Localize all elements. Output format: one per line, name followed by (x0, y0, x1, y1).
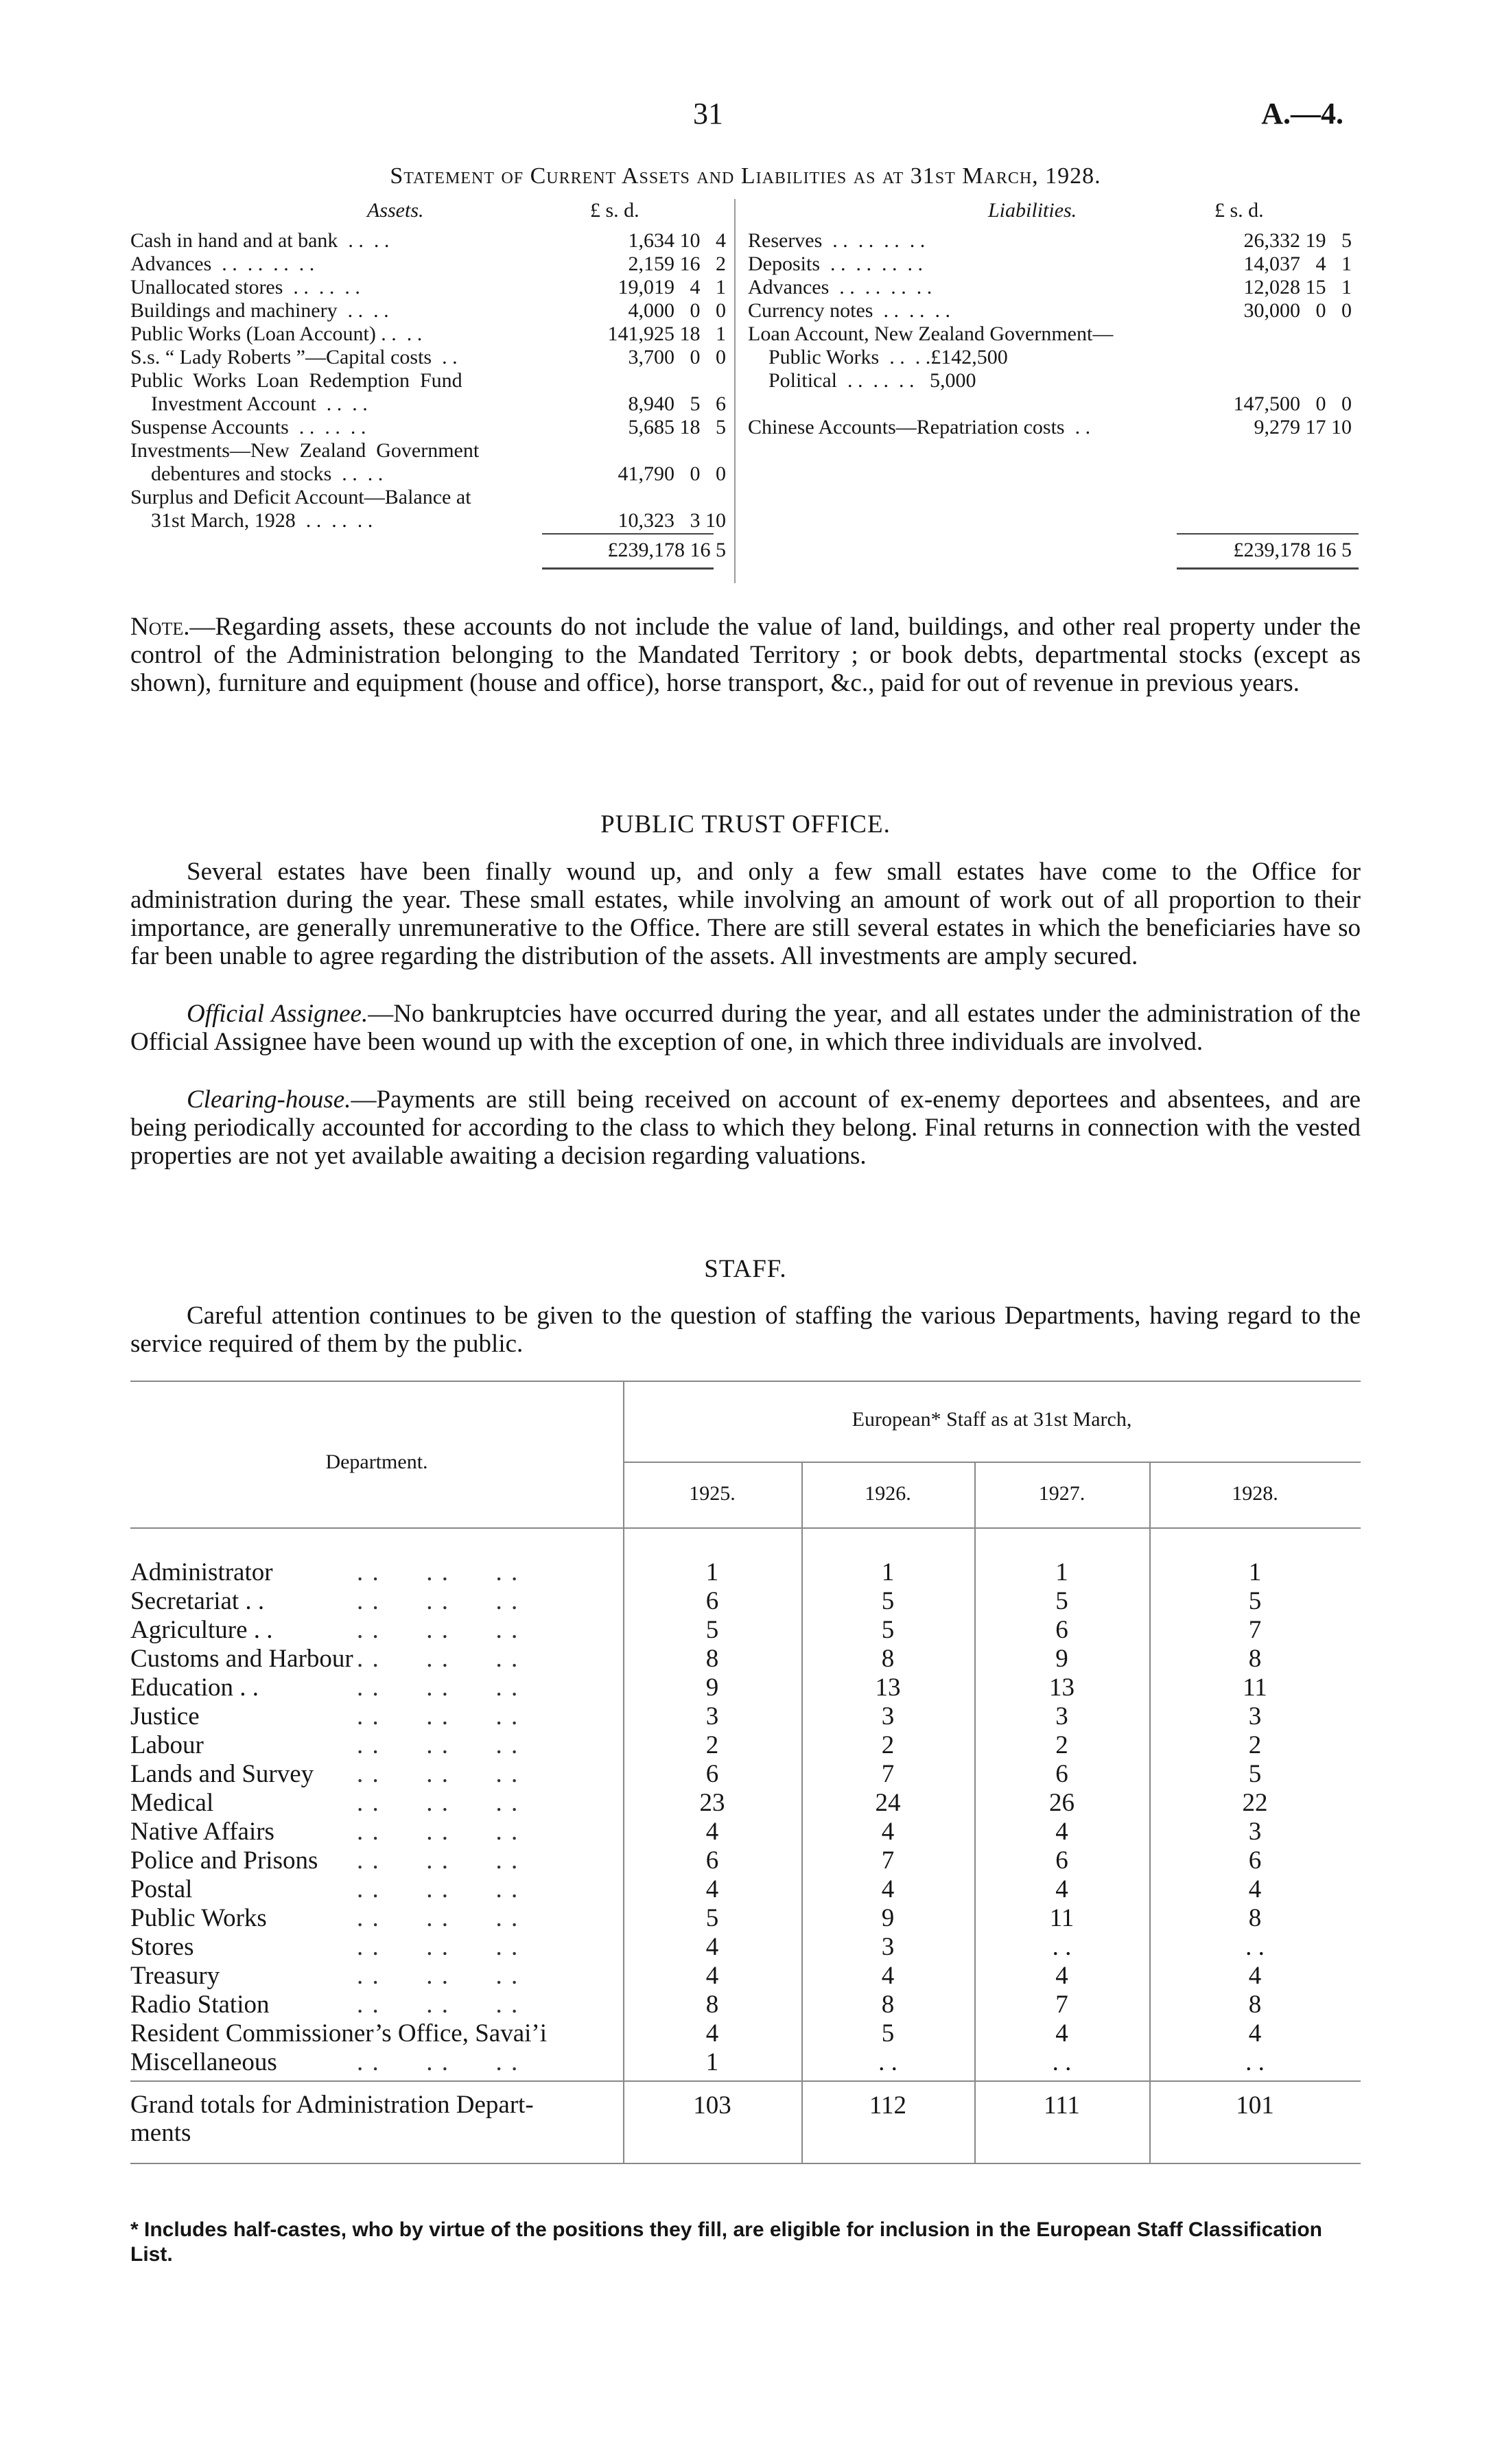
department-name: Police and Prisons (130, 1846, 318, 1875)
leader-dots: . . . . . . (357, 1904, 519, 1932)
department-name: Lands and Survey (130, 1760, 314, 1788)
staff-count: 11 (1243, 1674, 1267, 1702)
asset-amount: 19,019 4 1 (618, 276, 726, 298)
staff-count: 8 (1248, 1904, 1262, 1932)
staff-count: . . (1245, 1933, 1265, 1961)
liability-label: Deposits . . . . . . . . (748, 253, 923, 275)
staff-count: 6 (705, 1760, 719, 1788)
staff-count: 2 (881, 1731, 895, 1759)
grand-totals-label-line-2: ments (130, 2119, 191, 2147)
leader-dots: . . . . . . (357, 1731, 519, 1759)
note-text: —Regarding assets, these accounts do not include the value of land, buildings, and other real property under the control of the Administration belonging to the Mandated Territory ; or book debts, departmental stocks (except as shown), furniture and equipment (house and office), horse transport, &c., paid for out of revenue in previous years. (130, 613, 1361, 697)
grand-totals-label-line-1: Grand totals for Administration Depart- (130, 2091, 534, 2119)
clearing-house-text: —Payments are still being received on account of ex-enemy deportees and absentees, and are being periodically accounted for according to the class to which they belong. Final returns in connection with the vested properties are not yet available awaiting a decision regarding valuations. (130, 1086, 1361, 1170)
assets-liabilities-statement (130, 199, 1359, 597)
staff-count: 6 (705, 1846, 719, 1875)
staff-count: 5 (881, 1616, 895, 1644)
statement-title: Statement of Current Assets and Liabilities as at 31st March, 1928. (390, 163, 1101, 189)
staff-count: 4 (881, 1962, 895, 1990)
staff-count: 2 (1055, 1731, 1068, 1759)
staff-count: 26 (1049, 1789, 1075, 1817)
totals-rule (130, 2080, 1361, 2082)
asset-amount: 10,323 3 10 (618, 509, 726, 532)
department-name: Stores (130, 1933, 194, 1961)
department-header: Department. (325, 1451, 428, 1473)
asset-label: S.s. “ Lady Roberts ”—Capital costs . . (130, 346, 458, 368)
staff-row (130, 1903, 1361, 1932)
asset-label: Investment Account . . . . (130, 392, 368, 415)
official-assignee-text: —No bankruptcies have occurred during the year, and all estates under the administration of the Official Assignee have been wound up with the exception of one, in which three individuals are involved. (130, 1000, 1361, 1056)
year-header-1927: 1927. (1038, 1482, 1085, 1505)
asset-amount: 8,940 5 6 (628, 392, 726, 415)
leader-dots: . . . . . . (357, 2048, 519, 2076)
staff-count: 1 (705, 1558, 719, 1586)
department-name: Justice (130, 1702, 200, 1730)
staff-count: 13 (875, 1674, 901, 1702)
liabilities-heading: Liabilities. (988, 199, 1077, 222)
department-name: Medical (130, 1789, 214, 1817)
total-1927: 111 (1044, 2091, 1080, 2120)
staff-count: 9 (1055, 1645, 1068, 1673)
official-assignee-label: Official Assignee. (187, 1000, 368, 1028)
department-name: Administrator (130, 1558, 273, 1586)
staff-count: 6 (1055, 1846, 1068, 1875)
leader-dots: . . . . . . (357, 1645, 519, 1673)
liability-row (748, 369, 1352, 392)
staff-count: 24 (875, 1789, 901, 1817)
staff-intro-paragraph: Careful attention continues to be given to the question of staffing the various Departments, having regard to the service required of them by the public. (130, 1302, 1361, 1358)
staff-row (130, 1846, 1361, 1875)
asset-amount: 4,000 0 0 (628, 299, 726, 322)
liability-amount: 30,000 0 0 (1243, 299, 1352, 322)
staff-count: 3 (705, 1702, 719, 1730)
department-name: Labour (130, 1731, 204, 1759)
staff-count: 9 (881, 1904, 895, 1932)
staff-row (130, 1990, 1361, 2019)
staff-count: 6 (705, 1587, 719, 1615)
staff-count: 2 (705, 1731, 719, 1759)
leader-dots: . . . . . . (357, 1962, 519, 1990)
liability-row (748, 416, 1352, 439)
public-trust-paragraph-1: Several estates have been finally wound up, and only a few small estates have come to the Office for administration during the year. These small estates, while involving an amount of work out of all proportion to their importance, are generally unremunerative to the Office. There are still several estates in which the beneficiaries have so far been unable to agree regarding the distribution of the assets. All investments are amply secured. (130, 858, 1361, 970)
assets-total-row (130, 539, 726, 562)
leader-dots: . . . . . . (357, 1991, 519, 2019)
asset-row (130, 253, 726, 276)
department-name: Treasury (130, 1962, 220, 1990)
department-name: Education . . (130, 1674, 259, 1702)
asset-label: Investments—New Zealand Government (130, 439, 480, 462)
asset-label: Public Works Loan Redemption Fund (130, 369, 462, 392)
staff-row (130, 2048, 1361, 2076)
department-name: Customs and Harbour (130, 1645, 353, 1673)
asset-label: Public Works (Loan Account) . . . . (130, 322, 423, 345)
department-name: Secretariat . . (130, 1587, 265, 1615)
staff-count: 5 (705, 1616, 719, 1644)
staff-count: 5 (1248, 1760, 1262, 1788)
table-bottom-rule (130, 2163, 1361, 2164)
leader-dots: . . . . . . (357, 1789, 519, 1817)
asset-label: debentures and stocks . . . . (130, 462, 384, 485)
staff-row (130, 1702, 1361, 1730)
asset-label: Surplus and Deficit Account—Balance at (130, 486, 471, 508)
liability-label: Advances . . . . . . . . (748, 276, 932, 298)
liability-row (748, 346, 1352, 369)
asset-row (130, 392, 726, 416)
liability-amount: 147,500 0 0 (1233, 392, 1352, 415)
clearing-house-paragraph (130, 1086, 1361, 1170)
asset-row (130, 299, 726, 322)
staff-count: 3 (1248, 1818, 1262, 1846)
total-1928: 101 (1236, 2091, 1274, 2120)
liabilities-total: £239,178 16 5 (1233, 539, 1352, 561)
staff-row (130, 1673, 1361, 1702)
staff-row (130, 1644, 1361, 1673)
group-header-rule (623, 1462, 1361, 1463)
liability-amount: 9,279 17 10 (1254, 416, 1352, 438)
staff-count: 4 (705, 1962, 719, 1990)
liabilities-money-heading: £ s. d. (1214, 199, 1264, 222)
staff-row (130, 1759, 1361, 1788)
asset-amount: 141,925 18 1 (607, 322, 726, 345)
staff-count: 3 (1248, 1702, 1262, 1730)
assets-total: £239,178 16 5 (607, 539, 726, 561)
staff-count: 4 (1248, 1962, 1262, 1990)
liability-label: Chinese Accounts—Repatriation costs . . (748, 416, 1091, 438)
year-header-1925: 1925. (689, 1482, 736, 1505)
assets-total-double-rule (542, 567, 714, 570)
staff-row (130, 1875, 1361, 1903)
staff-count: 1 (705, 2048, 719, 2076)
document-reference: A.—4. (1261, 97, 1343, 130)
staff-count: 6 (1248, 1846, 1262, 1875)
staff-count: 23 (699, 1789, 725, 1817)
staff-count: . . (878, 2048, 897, 2076)
staff-count: 3 (881, 1933, 895, 1961)
asset-row (130, 439, 726, 462)
statement-divider (734, 199, 736, 583)
staff-count: 1 (881, 1558, 895, 1586)
asset-row (130, 322, 726, 346)
public-trust-heading: PUBLIC TRUST OFFICE. (600, 810, 891, 838)
liabilities-total-double-rule (1177, 567, 1359, 570)
staff-count: 3 (1055, 1702, 1068, 1730)
leader-dots: . . . . . . (357, 1674, 519, 1702)
staff-row (130, 1586, 1361, 1615)
asset-label: Unallocated stores . . . . . . (130, 276, 360, 298)
liability-amount: 14,037 4 1 (1243, 253, 1352, 275)
liabilities-total-row (748, 539, 1352, 562)
asset-row (130, 229, 726, 253)
leader-dots: . . . . . . (357, 1760, 519, 1788)
asset-label: Cash in hand and at bank . . . . (130, 229, 390, 252)
staff-count: 4 (1055, 1875, 1068, 1903)
asset-label: Suspense Accounts . . . . . . (130, 416, 366, 438)
staff-count: 7 (1055, 1991, 1068, 2019)
assets-heading: Assets. (367, 199, 424, 222)
asset-row (130, 509, 726, 532)
page-number: 31 (693, 97, 723, 130)
staff-row (130, 1730, 1361, 1759)
leader-dots: . . . . . . (357, 1702, 519, 1730)
staff-table (130, 1381, 1361, 2163)
asset-amount: 41,790 0 0 (618, 462, 726, 485)
staff-count: 7 (881, 1760, 895, 1788)
table-top-rule (130, 1381, 1361, 1382)
year-header-1926: 1926. (865, 1482, 911, 1505)
total-1926: 112 (869, 2091, 907, 2120)
asset-row (130, 346, 726, 369)
leader-dots: . . . . . . (357, 1875, 519, 1903)
clearing-house-label: Clearing-house. (187, 1086, 351, 1114)
staff-count: 13 (1049, 1674, 1075, 1702)
liability-row (748, 229, 1352, 253)
staff-count: 4 (1055, 1962, 1068, 1990)
staff-count: 4 (705, 1818, 719, 1846)
leader-dots: . . . . . . (357, 1587, 519, 1615)
department-name: Resident Commissioner’s Office, Savai’i (130, 2019, 547, 2048)
european-staff-header: European* Staff as at 31st March, (852, 1408, 1132, 1431)
department-name: Agriculture . . (130, 1616, 273, 1644)
department-name: Postal (130, 1875, 193, 1903)
staff-count: . . (1052, 2048, 1072, 2076)
staff-row (130, 1817, 1361, 1846)
asset-row (130, 486, 726, 509)
liability-row (748, 322, 1352, 346)
staff-count: 11 (1049, 1904, 1075, 1932)
asset-label: 31st March, 1928 . . . . . . (130, 509, 373, 532)
staff-count: 9 (705, 1674, 719, 1702)
staff-row (130, 1615, 1361, 1644)
staff-count: 4 (1055, 2019, 1068, 2048)
staff-count: 5 (705, 1904, 719, 1932)
staff-count: 8 (705, 1991, 719, 2019)
staff-count: 6 (1055, 1616, 1068, 1644)
leader-dots: . . . . . . (357, 1818, 519, 1846)
asset-amount: 1,634 10 4 (628, 229, 726, 252)
staff-count: 1 (1248, 1558, 1262, 1586)
staff-count: 4 (1248, 1875, 1262, 1903)
staff-count: 4 (705, 2019, 719, 2048)
liabilities-total-rule (1177, 533, 1359, 535)
staff-row (130, 1558, 1361, 1586)
asset-amount: 3,700 0 0 (628, 346, 726, 368)
liability-row (748, 299, 1352, 322)
liability-row (748, 253, 1352, 276)
asset-amount: 2,159 16 2 (628, 253, 726, 275)
staff-count: 7 (881, 1846, 895, 1875)
staff-count: 8 (881, 1991, 895, 2019)
liability-row (748, 392, 1352, 416)
liability-label: Reserves . . . . . . . . (748, 229, 926, 252)
asset-amount: 5,685 18 5 (628, 416, 726, 438)
department-name: Native Affairs (130, 1818, 274, 1846)
year-header-1928: 1928. (1232, 1482, 1278, 1505)
staff-count: 4 (881, 1818, 895, 1846)
liability-amount: 12,028 15 1 (1243, 276, 1352, 298)
liability-amount: 26,332 19 5 (1243, 229, 1352, 252)
department-name: Radio Station (130, 1991, 270, 2019)
total-1925: 103 (693, 2091, 731, 2120)
staff-count: 5 (881, 1587, 895, 1615)
staff-count: 3 (881, 1702, 895, 1730)
staff-count: 2 (1248, 1731, 1262, 1759)
asset-row (130, 462, 726, 486)
staff-count: 8 (1248, 1991, 1262, 2019)
header-bottom-rule (130, 1527, 1361, 1529)
assets-total-rule (542, 533, 714, 535)
staff-heading: STAFF. (704, 1255, 787, 1283)
staff-count: . . (1052, 1933, 1072, 1961)
staff-count: 5 (881, 2019, 895, 2048)
staff-row (130, 1932, 1361, 1961)
staff-row (130, 2019, 1361, 2048)
leader-dots: . . . . . . (357, 1616, 519, 1644)
liability-label: Public Works . . . .£142,500 (748, 346, 1008, 368)
asset-row (130, 276, 726, 299)
staff-count: 1 (1055, 1558, 1068, 1586)
staff-count: 4 (1055, 1818, 1068, 1846)
staff-count: 4 (705, 1875, 719, 1903)
staff-count: 4 (1248, 2019, 1262, 2048)
liability-label: Political . . . . . . 5,000 (748, 369, 976, 392)
staff-count: 5 (1248, 1587, 1262, 1615)
staff-count: 22 (1242, 1789, 1268, 1817)
official-assignee-paragraph (130, 1000, 1361, 1056)
staff-footnote: * Includes half-castes, who by virtue of the positions they fill, are eligible for inclusion in the European Staff Classification List. (130, 2218, 1322, 2266)
note-label: Note. (130, 613, 190, 641)
liability-label: Currency notes . . . . . . (748, 299, 950, 322)
staff-count: 8 (705, 1645, 719, 1673)
staff-count: 4 (881, 1875, 895, 1903)
staff-count: . . (1245, 2048, 1265, 2076)
staff-count: 8 (1248, 1645, 1262, 1673)
note-paragraph (130, 613, 1361, 697)
asset-row (130, 416, 726, 439)
asset-label: Buildings and machinery . . . . (130, 299, 389, 322)
grand-totals-label (130, 2091, 534, 2147)
leader-dots: . . . . . . (357, 1933, 519, 1961)
staff-count: 5 (1055, 1587, 1068, 1615)
staff-row (130, 1788, 1361, 1817)
staff-count: 6 (1055, 1760, 1068, 1788)
staff-count: 4 (705, 1933, 719, 1961)
staff-count: 7 (1248, 1616, 1262, 1644)
liability-label: Loan Account, New Zealand Government— (748, 322, 1114, 345)
leader-dots: . . . . . . (357, 1846, 519, 1875)
asset-label: Advances . . . . . . . . (130, 253, 315, 275)
liability-row (748, 276, 1352, 299)
staff-row (130, 1961, 1361, 1990)
assets-money-heading: £ s. d. (590, 199, 639, 222)
staff-count: 8 (881, 1645, 895, 1673)
department-name: Miscellaneous (130, 2048, 277, 2076)
asset-row (130, 369, 726, 392)
leader-dots: . . . . . . (357, 1558, 519, 1586)
department-name: Public Works (130, 1904, 267, 1932)
